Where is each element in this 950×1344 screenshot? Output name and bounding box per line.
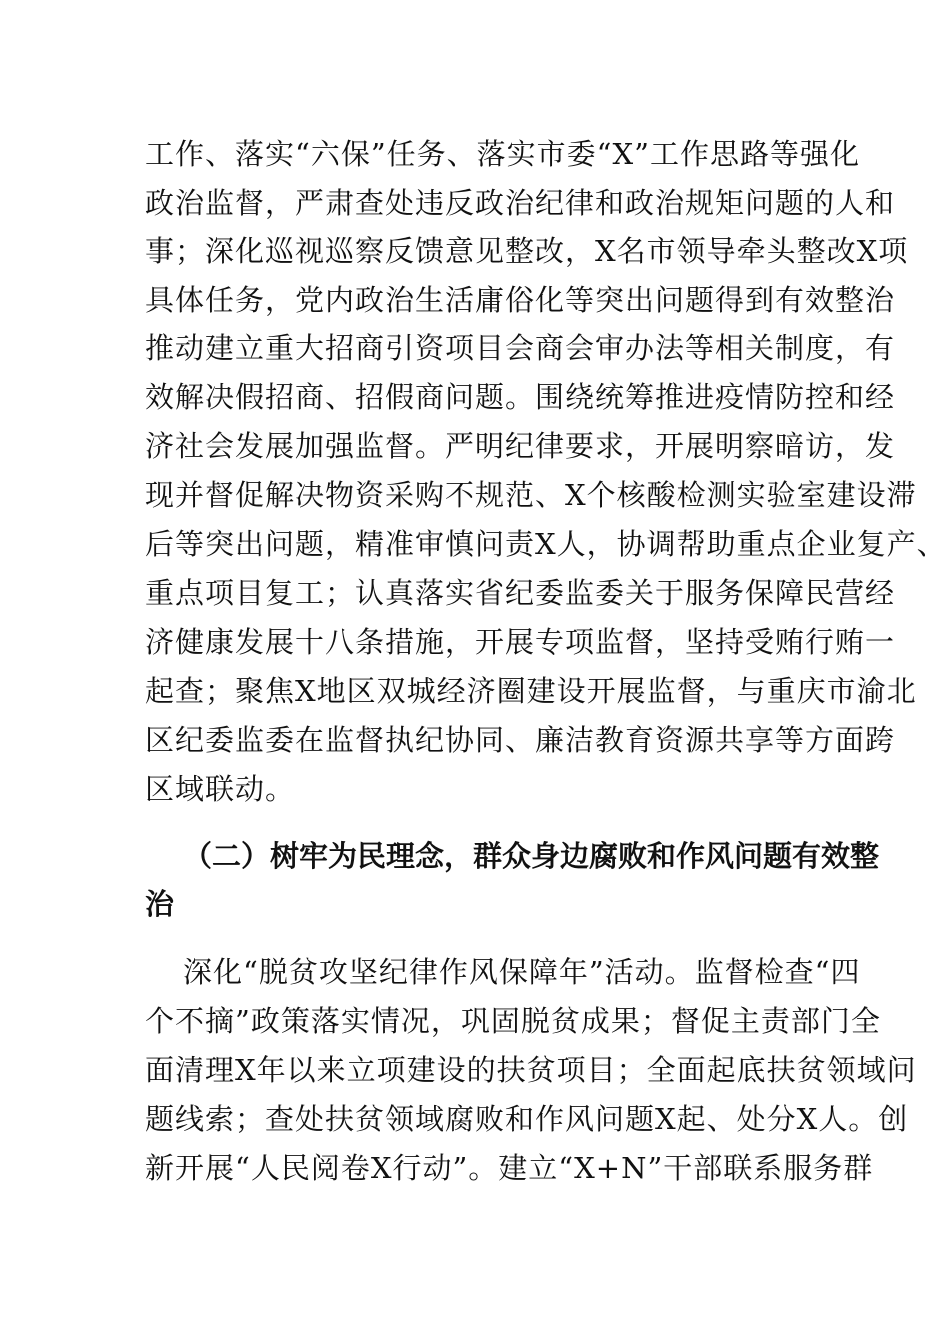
paragraph-1-line: 工作、落实“六保”任务、落实市委“X”工作思路等强化 (145, 137, 860, 171)
paragraph-1-line: 区域联动。 (145, 772, 296, 806)
section-heading: （二）树牢为民理念，群众身边腐败和作风问题有效整 (183, 839, 880, 873)
paragraph-2-line: 个不摘”政策落实情况，巩固脱贫成果；督促主责部门全 (145, 1004, 881, 1038)
paragraph-1-line: 政治监督，严肃查处违反政治纪律和政治规矩问题的人和 (145, 186, 896, 220)
paragraph-1-line: 事；深化巡视巡察反馈意见整改，X名市领导牵头整改X项 (145, 234, 909, 268)
paragraph-2-line: 题线索；查处扶贫领域腐败和作风问题X起、处分X人。创 (145, 1102, 909, 1136)
paragraph-1-line: 具体任务，党内政治生活庸俗化等突出问题得到有效整治 (145, 283, 896, 317)
section-heading: 治 (145, 887, 175, 921)
paragraph-1-line: 后等突出问题，精准审慎问责X人，协调帮助重点企业复产、 (145, 527, 947, 561)
paragraph-2-line: 深化“脱贫攻坚纪律作风保障年”活动。监督检查“四 (183, 955, 861, 989)
paragraph-2-line: 面清理X年以来立项建设的扶贫项目；全面起底扶贫领域问 (145, 1053, 917, 1087)
paragraph-1-line: 济社会发展加强监督。严明纪律要求，开展明察暗访，发 (145, 429, 896, 463)
paragraph-1-line: 现并督促解决物资采购不规范、X个核酸检测实验室建设滞 (145, 478, 917, 512)
paragraph-1-line: 起查；聚焦X地区双城经济圈建设开展监督，与重庆市渝北 (145, 674, 917, 708)
paragraph-1-line: 区纪委监委在监督执纪协同、廉洁教育资源共享等方面跨 (145, 723, 896, 757)
paragraph-1-line: 推动建立重大招商引资项目会商会审办法等相关制度，有 (145, 331, 896, 365)
paragraph-1-line: 济健康发展十八条措施，开展专项监督，坚持受贿行贿一 (145, 625, 896, 659)
paragraph-1-line: 效解决假招商、招假商问题。围绕统筹推进疫情防控和经 (145, 380, 896, 414)
paragraph-1-line: 重点项目复工；认真落实省纪委监委关于服务保障民营经 (145, 576, 896, 610)
paragraph-2-line: 新开展“人民阅卷X行动”。建立“X+N”干部联系服务群 (145, 1151, 874, 1185)
